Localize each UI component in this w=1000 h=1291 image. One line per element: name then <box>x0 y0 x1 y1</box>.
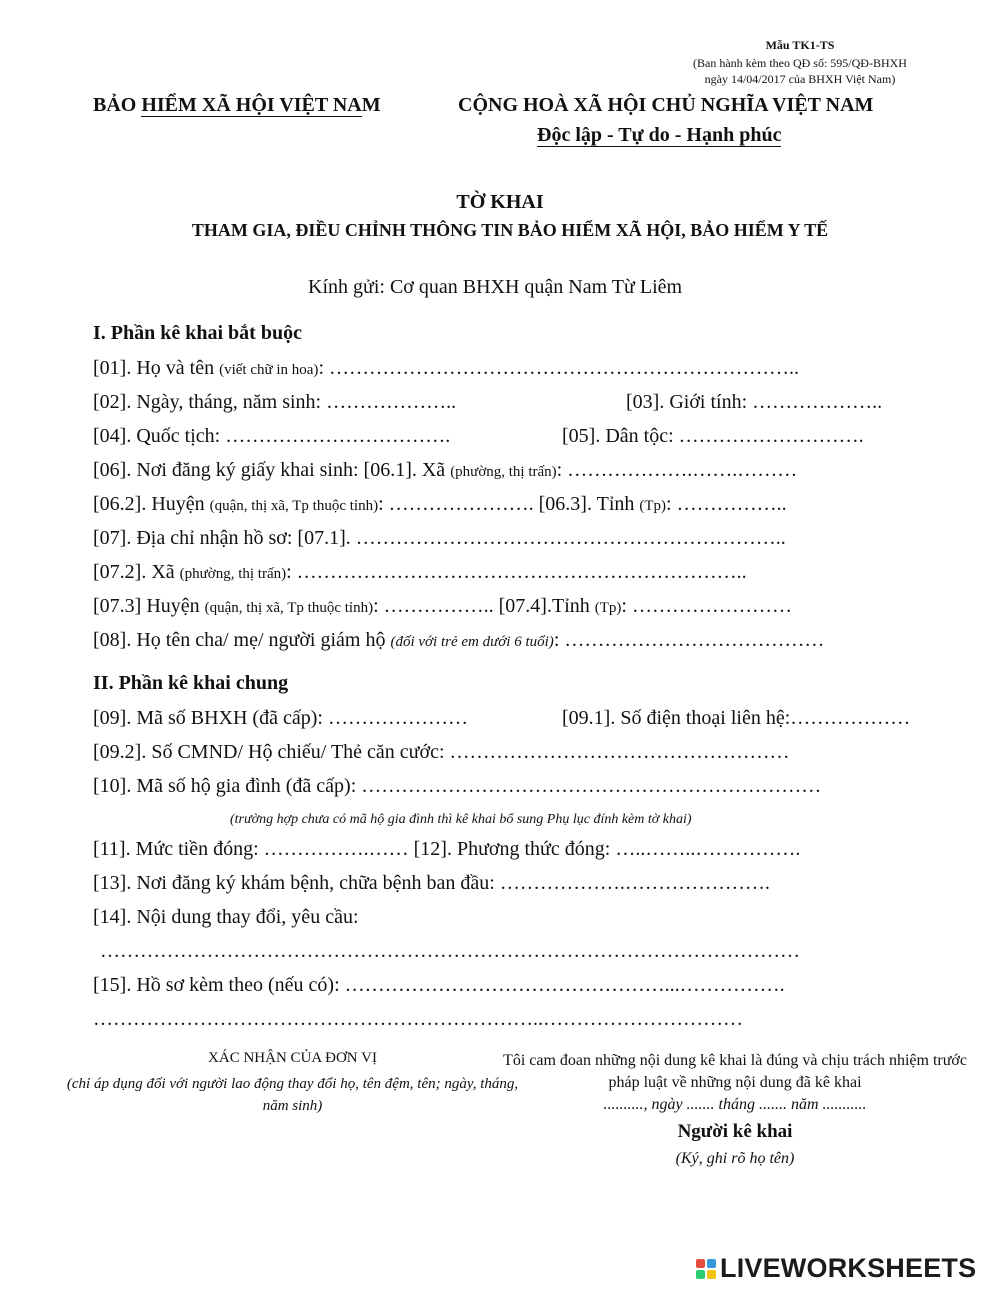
field-hint: (quận, thị xã, Tp thuộc tỉnh) <box>209 498 379 514</box>
field-05-ethnicity[interactable]: [05]. Dân tộc: ………………………. <box>562 425 864 447</box>
form-code: Mẫu TK1-TS <box>765 38 835 52</box>
field-label: [01]. Họ và tên <box>93 357 220 379</box>
field-07-mailing-address[interactable]: [07]. Địa chỉ nhận hồ sơ: [07.1]. ……………………………………………………….. <box>93 527 786 549</box>
field-15-blank[interactable]: …………………………………………………………..………………………… <box>93 1008 743 1030</box>
issued-line-1: (Ban hành kèm theo QĐ số: 595/QĐ-BHXH <box>693 56 907 70</box>
field-14-change-request: [14]. Nội dung thay đổi, yêu cầu: <box>93 906 359 928</box>
field-06-birth-registration-commune[interactable] <box>93 459 797 482</box>
commitment-statement: Tôi cam đoan những nội dung kê khai là đúng và chịu trách nhiệm trước pháp luật về những nội dung đã kê khai <box>503 1052 967 1091</box>
field-07-2-commune[interactable] <box>93 561 747 584</box>
field-10-household-code[interactable]: [10]. Mã số hộ gia đình (đã cấp): …………………………………………………………… <box>93 775 822 797</box>
signature-hint: (Ký, ghi rõ họ tên) <box>675 1150 795 1167</box>
issued-line-2: ngày 14/04/2017 của BHXH Việt Nam) <box>704 72 896 86</box>
field-15-attachments[interactable]: [15]. Hồ sơ kèm theo (nếu có): …………………………………………...……………. <box>93 974 785 996</box>
section-2-heading: II. Phần kê khai chung <box>93 672 289 694</box>
field-08-guardian-name[interactable] <box>93 629 824 652</box>
field-11-12-contribution[interactable]: [11]. Mức tiền đóng: …………….…… [12]. Phương thức đóng: …..……..……………. <box>93 838 801 860</box>
field-blank[interactable]: : …………………… <box>621 595 792 617</box>
field-hint: (viết chữ in hoa) <box>219 362 319 378</box>
field-hint: (đối với trẻ em dưới 6 tuổi) <box>390 634 554 650</box>
field-hint: (phường, thị trấn) <box>450 464 557 480</box>
signer-title: Người kê khai <box>677 1121 793 1142</box>
unit-confirmation-title: XÁC NHẬN CỦA ĐƠN VỊ <box>208 1050 377 1066</box>
field-hint: (Tp) <box>594 600 622 616</box>
field-07-3-district[interactable] <box>93 595 792 618</box>
field-blank[interactable]: : …………………………………………………………….. <box>318 357 799 379</box>
recipient-line: Kính gửi: Cơ quan BHXH quận Nam Từ Liêm <box>308 276 683 298</box>
form-title: TỜ KHAI <box>456 191 544 213</box>
field-01-full-name[interactable] <box>93 357 799 380</box>
agency-name-part: BẢO <box>93 94 142 116</box>
field-label: [06.2]. Huyện <box>93 493 210 515</box>
field-blank[interactable]: : …………….. [07.4].Tỉnh <box>373 595 595 617</box>
form-subtitle: THAM GIA, ĐIỀU CHỈNH THÔNG TIN BẢO HIỂM XÃ HỘI, BẢO HIỂM Y TẾ <box>191 220 829 240</box>
liveworksheets-wordmark: LIVEWORKSHEETS <box>720 1253 977 1283</box>
agency-name-underlined: HIỂM XÃ HỘI VIỆT NA <box>141 94 362 116</box>
field-label: [06]. Nơi đăng ký giấy khai sinh: [06.1]. Xã <box>93 459 451 481</box>
unit-confirmation-note: (chỉ áp dụng đối với người lao động thay đổi họ, tên đệm, tên; ngày, tháng, năm sinh) <box>66 1076 519 1114</box>
field-hint: (quận, thị xã, Tp thuộc tỉnh) <box>204 600 374 616</box>
field-03-gender[interactable]: [03]. Giới tính: ……………….. <box>626 391 883 413</box>
national-motto: Độc lập - Tự do - Hạnh phúc <box>537 124 782 146</box>
field-13-healthcare-registration[interactable]: [13]. Nơi đăng ký khám bệnh, chữa bệnh ban đầu: ……………….…………………. <box>93 872 770 894</box>
field-label: [07.3] Huyện <box>93 595 205 617</box>
field-blank[interactable]: : …………….. <box>666 493 787 515</box>
logo-square <box>707 1270 716 1279</box>
field-label: [07.2]. Xã <box>93 561 180 583</box>
section-1-heading: I. Phần kê khai bắt buộc <box>93 322 302 344</box>
field-14-blank[interactable]: …………………………………………………………………………………………… <box>100 940 800 962</box>
logo-square <box>696 1270 705 1279</box>
field-06-2-district[interactable] <box>93 493 787 516</box>
republic-name: CỘNG HOÀ XÃ HỘI CHỦ NGHĨA VIỆT NAM <box>458 94 874 116</box>
field-label: [08]. Họ tên cha/ mẹ/ người giám hộ <box>93 629 391 651</box>
logo-square <box>707 1259 716 1268</box>
agency-name <box>93 94 381 117</box>
signing-date[interactable]: .........., ngày ....... tháng ....... năm ........... <box>603 1096 867 1113</box>
issued-note <box>600 55 1000 87</box>
field-02-birth-date[interactable]: [02]. Ngày, tháng, năm sinh: ……………….. <box>93 391 457 413</box>
logo-square <box>696 1259 705 1268</box>
field-blank[interactable]: : ………………………………………………………….. <box>286 561 747 583</box>
field-09-1-phone[interactable]: [09.1]. Số điện thoại liên hệ:……………… <box>562 707 911 729</box>
field-hint: (phường, thị trấn) <box>179 566 287 582</box>
field-10-note: (trường hợp chưa có mã hộ gia đình thì kê khai bổ sung Phụ lục đính kèm tờ khai) <box>230 812 692 827</box>
liveworksheets-logo <box>696 1253 976 1284</box>
liveworksheets-logo-icon <box>696 1259 716 1279</box>
field-blank[interactable]: : …………………. [06.3]. Tỉnh <box>378 493 640 515</box>
agency-name-part: M <box>361 94 381 116</box>
field-09-2-id-number[interactable]: [09.2]. Số CMND/ Hộ chiếu/ Thẻ căn cước: …………………………………………… <box>93 741 790 763</box>
field-09-social-insurance-code[interactable]: [09]. Mã số BHXH (đã cấp): ………………… <box>93 707 468 729</box>
field-blank[interactable]: : ………………………………… <box>553 629 825 651</box>
field-04-nationality[interactable]: [04]. Quốc tịch: ……………………………. <box>93 425 451 447</box>
field-hint: (Tp) <box>639 498 667 514</box>
field-blank[interactable]: : ……………….…….……… <box>556 459 798 481</box>
